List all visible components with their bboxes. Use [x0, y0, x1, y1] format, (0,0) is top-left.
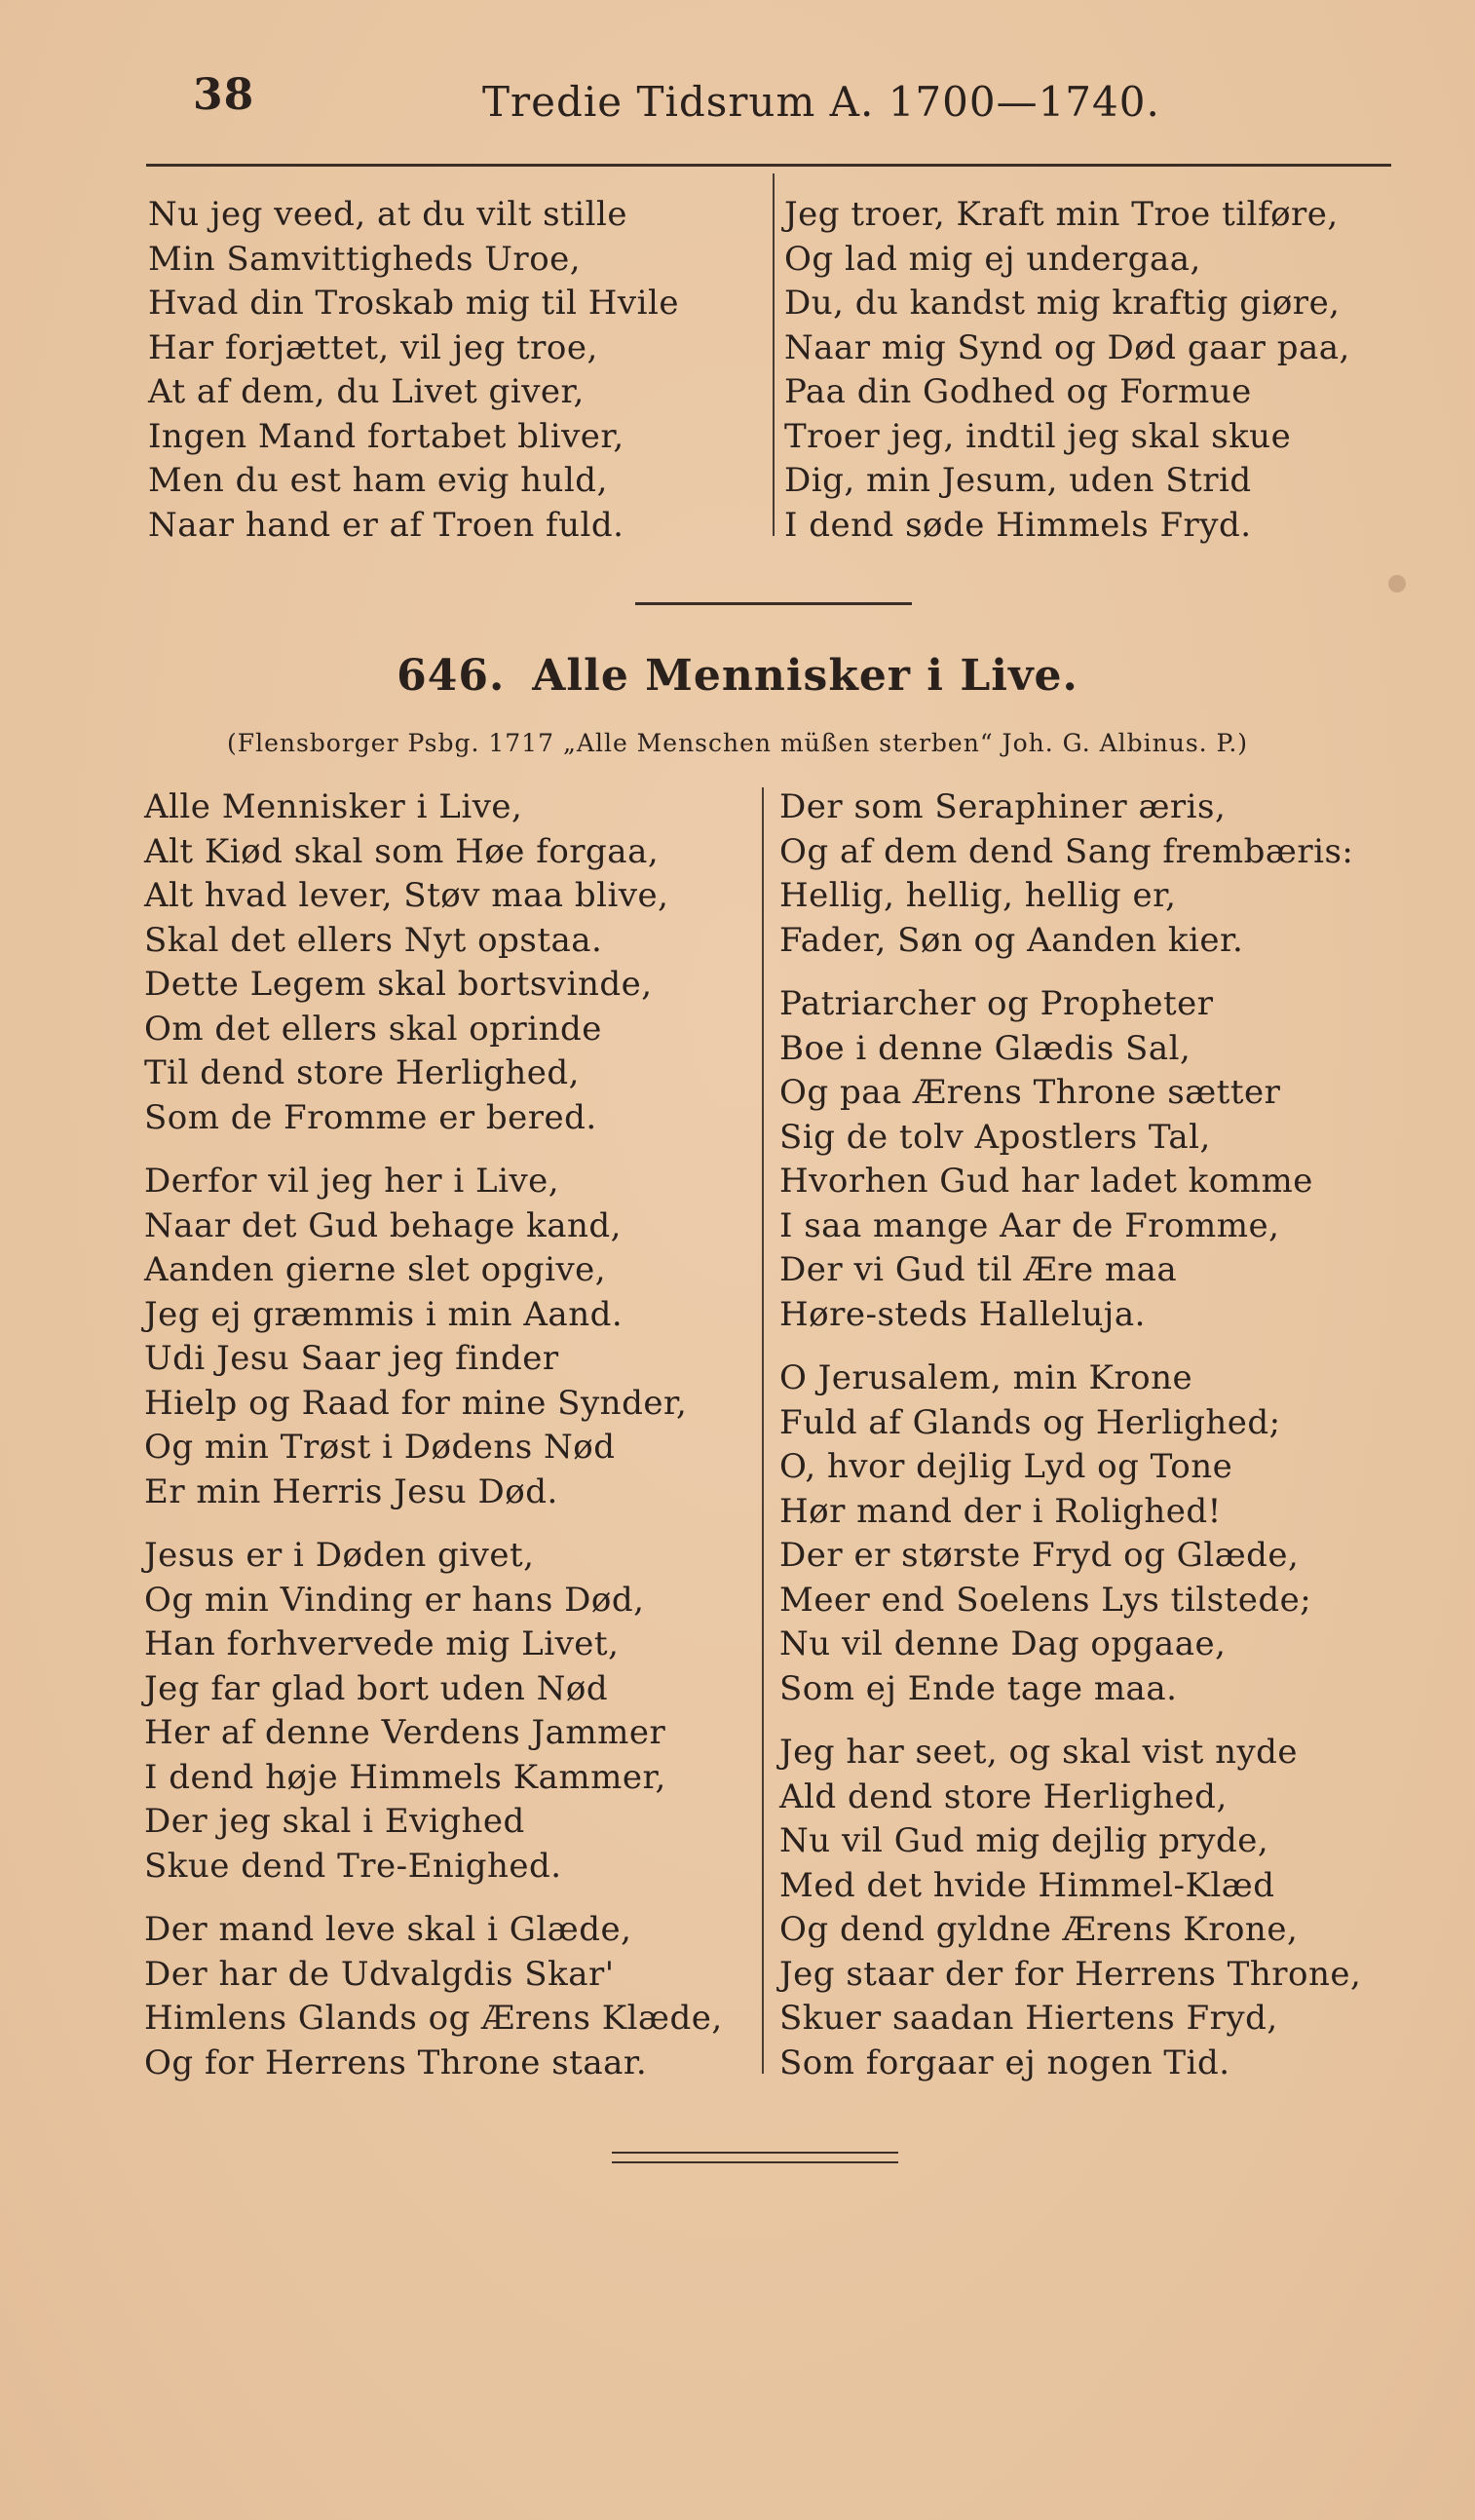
verse-line: Derfor vil jeg her i Live, — [144, 1162, 560, 1201]
verse-line: Der er største Fryd og Glæde, — [779, 1536, 1300, 1575]
hymn-number: 646. — [397, 651, 506, 701]
verse-line: Jesus er i Døden givet, — [144, 1536, 535, 1575]
verse-line: Der som Seraphiner æris, — [779, 787, 1227, 826]
verse-line: Der mand leve skal i Glæde, — [144, 1910, 632, 1949]
verse-line: Jeg troer, Kraft min Troe tilføre, — [784, 195, 1339, 234]
verse-line: Hielp og Raad for mine Synder, — [144, 1383, 688, 1423]
verse-line: Udi Jesu Saar jeg finder — [144, 1339, 559, 1378]
verse-line: Og min Vinding er hans Død, — [144, 1580, 645, 1620]
verse-line: Og af dem dend Sang frembæris: — [779, 831, 1354, 871]
verse-line: Boe i denne Glædis Sal, — [779, 1028, 1191, 1068]
verse-line: Paa din Godhed og Formue — [784, 372, 1252, 411]
verse-line: Nu vil Gud mig dejlig pryde, — [779, 1821, 1269, 1860]
hymn-title: Alle Mennisker i Live. — [532, 651, 1078, 701]
verse-line: Dette Legem skal bortsvinde, — [144, 965, 653, 1004]
verse-line: Der har de Udvalgdis Skar' — [144, 1954, 615, 1994]
verse-line: Jeg far glad bort uden Nød — [144, 1668, 609, 1708]
verse-line: Hellig, hellig, hellig er, — [779, 876, 1177, 915]
verse-line: Har forjættet, vil jeg troe, — [148, 327, 598, 367]
verse-line: Jeg har seet, og skal vist nyde — [779, 1733, 1299, 1772]
verse-line: Fuld af Glands og Herlighed; — [779, 1402, 1281, 1442]
verse-line: Her af denne Verdens Jammer — [144, 1713, 666, 1752]
paper-speck — [1388, 575, 1406, 592]
verse-line: I dend høje Himmels Kammer, — [144, 1757, 666, 1797]
verse-line: Der jeg skal i Evighed — [144, 1802, 525, 1841]
column-divider-top — [773, 173, 775, 536]
verse-line: Er min Herris Jesu Død. — [144, 1471, 558, 1511]
stanza — [779, 785, 1361, 963]
running-head: Tredie Tidsrum A. 1700—1740. — [482, 78, 1160, 126]
verse-line: Meer end Soelens Lys tilstede; — [779, 1580, 1312, 1620]
stanza — [779, 982, 1361, 1337]
verse-line: Om det ellers skal oprinde — [144, 1009, 602, 1049]
verse-line: Skuer saadan Hiertens Fryd, — [779, 1999, 1278, 2038]
verse-line: Hør mand der i Rolighed! — [779, 1491, 1222, 1531]
verse-line: Som forgaar ej nogen Tid. — [779, 2043, 1230, 2082]
hymn-left-column — [144, 785, 723, 2105]
verse-line: Alt hvad lever, Støv maa blive, — [144, 876, 669, 915]
verse-line: Som de Fromme er bered. — [144, 1097, 597, 1137]
stanza — [144, 1534, 723, 1889]
verse-line: Nu vil denne Dag opgaae, — [779, 1624, 1227, 1663]
verse-line: Nu jeg veed, at du vilt stille — [148, 195, 628, 234]
hymn-right-column — [779, 785, 1361, 2105]
verse-line: Skal det ellers Nyt opstaa. — [144, 920, 603, 960]
verse-line: Patriarcher og Propheter — [779, 984, 1214, 1023]
verse-line: Og for Herrens Throne staar. — [144, 2043, 648, 2082]
verse-line: Skue dend Tre-Enighed. — [144, 1846, 562, 1886]
page-header — [146, 70, 1329, 138]
verse-line: Fader, Søn og Aanden kier. — [779, 920, 1244, 960]
verse-line: Naar mig Synd og Død gaar paa, — [784, 327, 1350, 367]
verse-line: Og lad mig ej undergaa, — [784, 239, 1201, 279]
verse-line: Min Samvittigheds Uroe, — [148, 239, 582, 279]
page-number: 38 — [193, 70, 255, 120]
prev-hymn-right-column — [784, 193, 1350, 548]
verse-line: O, hvor dejlig Lyd og Tone — [779, 1447, 1233, 1486]
verse-line: I saa mange Aar de Fromme, — [779, 1205, 1280, 1245]
stanza — [779, 1356, 1361, 1711]
verse-line: Sig de tolv Apostlers Tal, — [779, 1117, 1211, 1157]
verse-line: Høre-steds Halleluja. — [779, 1294, 1146, 1334]
verse-line: Men du est ham evig huld, — [148, 461, 608, 500]
hymn-source: (Flensborger Psbg. 1717 „Alle Menschen müßen sterben“ Joh. G. Albinus. P.) — [226, 729, 1249, 757]
verse-line: Og dend gyldne Ærens Krone, — [779, 1910, 1299, 1949]
column-divider-bottom — [762, 787, 764, 2074]
verse-line: Som ej Ende tage maa. — [779, 1668, 1178, 1708]
verse-line: Naar hand er af Troen fuld. — [148, 505, 624, 545]
verse-line: Alt Kiød skal som Høe forgaa, — [144, 831, 660, 871]
verse-line: I dend søde Himmels Fryd. — [784, 505, 1252, 545]
stanza — [779, 1731, 1361, 2085]
verse-line: Og paa Ærens Throne sætter — [779, 1073, 1281, 1112]
stanza — [144, 1908, 723, 2085]
verse-line: Og min Trøst i Dødens Nød — [144, 1428, 616, 1467]
verse-line: Ald dend store Herlighed, — [779, 1776, 1228, 1816]
verse-line: Han forhvervede mig Livet, — [144, 1624, 620, 1663]
verse-line: Ingen Mand fortabet bliver, — [148, 416, 624, 456]
section-rule — [635, 602, 912, 605]
verse-line: Aanden gierne slet opgive, — [144, 1250, 607, 1289]
verse-line: Jeg staar der for Herrens Throne, — [779, 1954, 1362, 1994]
verse-line: Hvorhen Gud har ladet komme — [779, 1162, 1313, 1201]
verse-line: Hvad din Troskab mig til Hvile — [148, 284, 679, 323]
stanza — [144, 1160, 723, 1514]
verse-line: Til dend store Herlighed, — [144, 1053, 580, 1092]
stanza — [144, 785, 723, 1140]
verse-line: O Jerusalem, min Krone — [779, 1358, 1193, 1397]
verse-line: Du, du kandst mig kraftig giøre, — [784, 284, 1341, 323]
verse-line: Dig, min Jesum, uden Strid — [784, 461, 1252, 500]
verse-line: Himlens Glands og Ærens Klæde, — [144, 1999, 723, 2038]
verse-line: Alle Mennisker i Live, — [144, 787, 523, 826]
verse-line: Der vi Gud til Ære maa — [779, 1250, 1178, 1289]
verse-line: Jeg ej græmmis i min Aand. — [144, 1294, 624, 1334]
header-rule — [146, 164, 1391, 167]
verse-line: At af dem, du Livet giver, — [148, 372, 585, 411]
hymn-heading — [0, 651, 1475, 701]
verse-line: Troer jeg, indtil jeg skal skue — [784, 416, 1292, 456]
prev-hymn-left-column — [148, 193, 679, 548]
end-rule-2 — [612, 2161, 898, 2163]
verse-line: Naar det Gud behage kand, — [144, 1205, 622, 1245]
verse-line: Med det hvide Himmel-Klæd — [779, 1865, 1275, 1905]
end-rule-1 — [612, 2152, 898, 2154]
